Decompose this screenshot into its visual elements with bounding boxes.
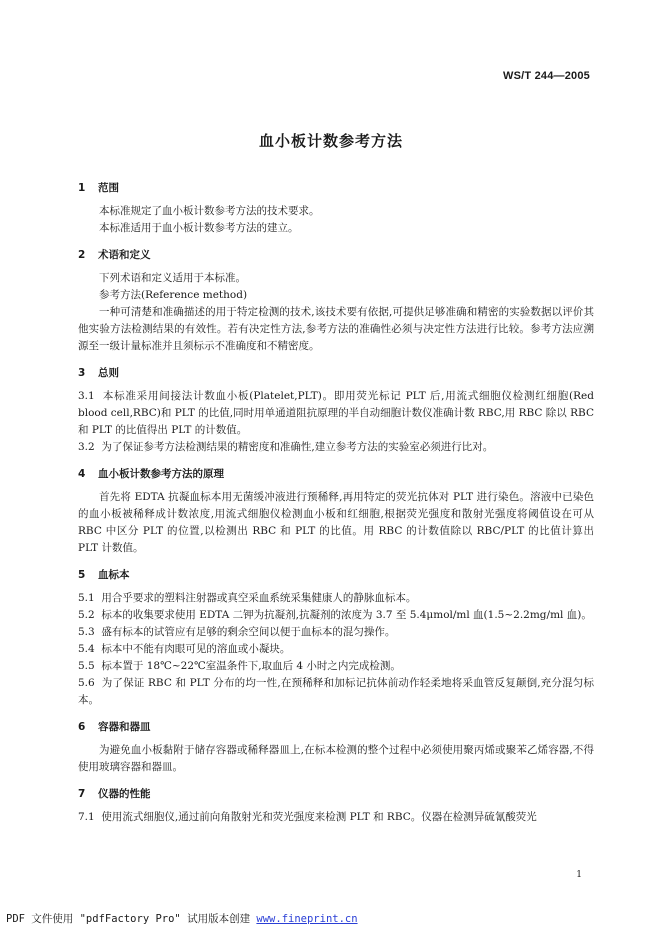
section-3: [78, 365, 594, 456]
page-number: 1: [576, 870, 582, 880]
paragraph: 本标准规定了血小板计数参考方法的技术要求。: [99, 205, 320, 217]
clause-7-1: 7.1 使用流式细胞仪,通过前向角散射光和荧光强度来检测 PLT 和 RBC。仪器在检测异硫氰酸荧光: [78, 811, 537, 823]
paragraph: 本标准适用于血小板计数参考方法的建立。: [99, 222, 299, 234]
paragraph: 为避免血小板黏附于储存容器或稀释器皿上,在标本检测的整个过程中必须使用聚丙烯或聚苯乙烯容器,不得使用玻璃容器和器皿。: [78, 744, 594, 773]
section-6: [78, 719, 594, 776]
clause: 5.6 为了保证 RBC 和 PLT 分布的均一性,在预稀释和加标记抗体前动作轻柔地将采血管反复颠倒,充分混匀标本。: [78, 677, 594, 706]
clause: 5.3 盛有标本的试管应有足够的剩余空间以便于血标本的混匀操作。: [78, 626, 396, 638]
paragraph: 首先将 EDTA 抗凝血标本用无菌缓冲液进行预稀释,再用特定的荧光抗体对 PLT 进行染色。溶液中已染色的血小板被稀释成计数浓度,用流式细胞仪检测血小板和红细胞,根据荧光强度和散射光强度将阈值设在可从 RBC 中区分 PLT 的位置,以检测出 RBC 和 PLT 的比值。用 RBC 的计数值除以 RBC/PLT 的比值计算出 PLT 计数值。: [78, 491, 594, 554]
section-heading: 1 范围: [78, 182, 119, 194]
clause-3-1: 3.1 本标准采用间接法计数血小板(Platelet,PLT)。即用荧光标记 PLT 后,用流式细胞仪检测红细胞(Red blood cell,RBC)和 PLT 的比值,同时用单通道阻抗原理的半自动细胞计数仪准确计数 RBC,用 RBC 除以 RBC 和 PLT 的比值得出 PLT 的计数值。: [78, 390, 594, 436]
section-heading: 2 术语和定义: [78, 249, 151, 261]
clause: 5.5 标本置于 18℃~22℃室温条件下,取血后 4 小时之内完成检测。: [78, 660, 401, 672]
document-body: [78, 180, 594, 826]
section-5: [78, 567, 594, 709]
pdf-footer: [6, 911, 358, 926]
clause: 5.4 标本中不能有肉眼可见的溶血或小凝块。: [78, 643, 291, 655]
standard-code: WS/T 244—2005: [503, 70, 590, 82]
section-heading: 6 容器和器皿: [78, 721, 151, 733]
clause: 5.2 标本的收集要求使用 EDTA 二钾为抗凝剂,抗凝剂的浓度为 3.7 至 5.4μmol/ml 血(1.5~2.2mg/ml 血)。: [78, 609, 592, 621]
paragraph: 下列术语和定义适用于本标准。: [99, 272, 246, 284]
section-2: [78, 247, 594, 355]
document-title: 血小板计数参考方法: [258, 132, 403, 150]
footer-text: PDF 文件使用 "pdfFactory Pro" 试用版本创建: [6, 913, 257, 925]
footer-link[interactable]: www.fineprint.cn: [256, 913, 358, 925]
section-heading: 3 总则: [78, 367, 119, 379]
section-7: [78, 786, 594, 826]
section-4: [78, 466, 594, 557]
section-heading: 5 血标本: [78, 569, 130, 581]
clause-3-2: 3.2 为了保证参考方法检测结果的精密度和准确性,建立参考方法的实验室必须进行比对。: [78, 441, 494, 453]
clause: 5.1 用合乎要求的塑料注射器或真空采血系统采集健康人的静脉血标本。: [78, 592, 417, 604]
section-heading: 7 仪器的性能: [78, 788, 151, 800]
section-1: [78, 180, 594, 237]
section-heading: 4 血小板计数参考方法的原理: [78, 468, 224, 480]
term-name: 参考方法(Reference method): [99, 289, 248, 301]
term-definition: 一种可清楚和准确描述的用于特定检测的技术,该技术要有依据,可提供足够准确和精密的实验数据以评价其他实验方法检测结果的有效性。若有决定性方法,参考方法的准确性必须与决定性方法进行比较。参考方法应溯源至一级计量标准并且须标示不准确度和不精密度。: [78, 306, 594, 352]
